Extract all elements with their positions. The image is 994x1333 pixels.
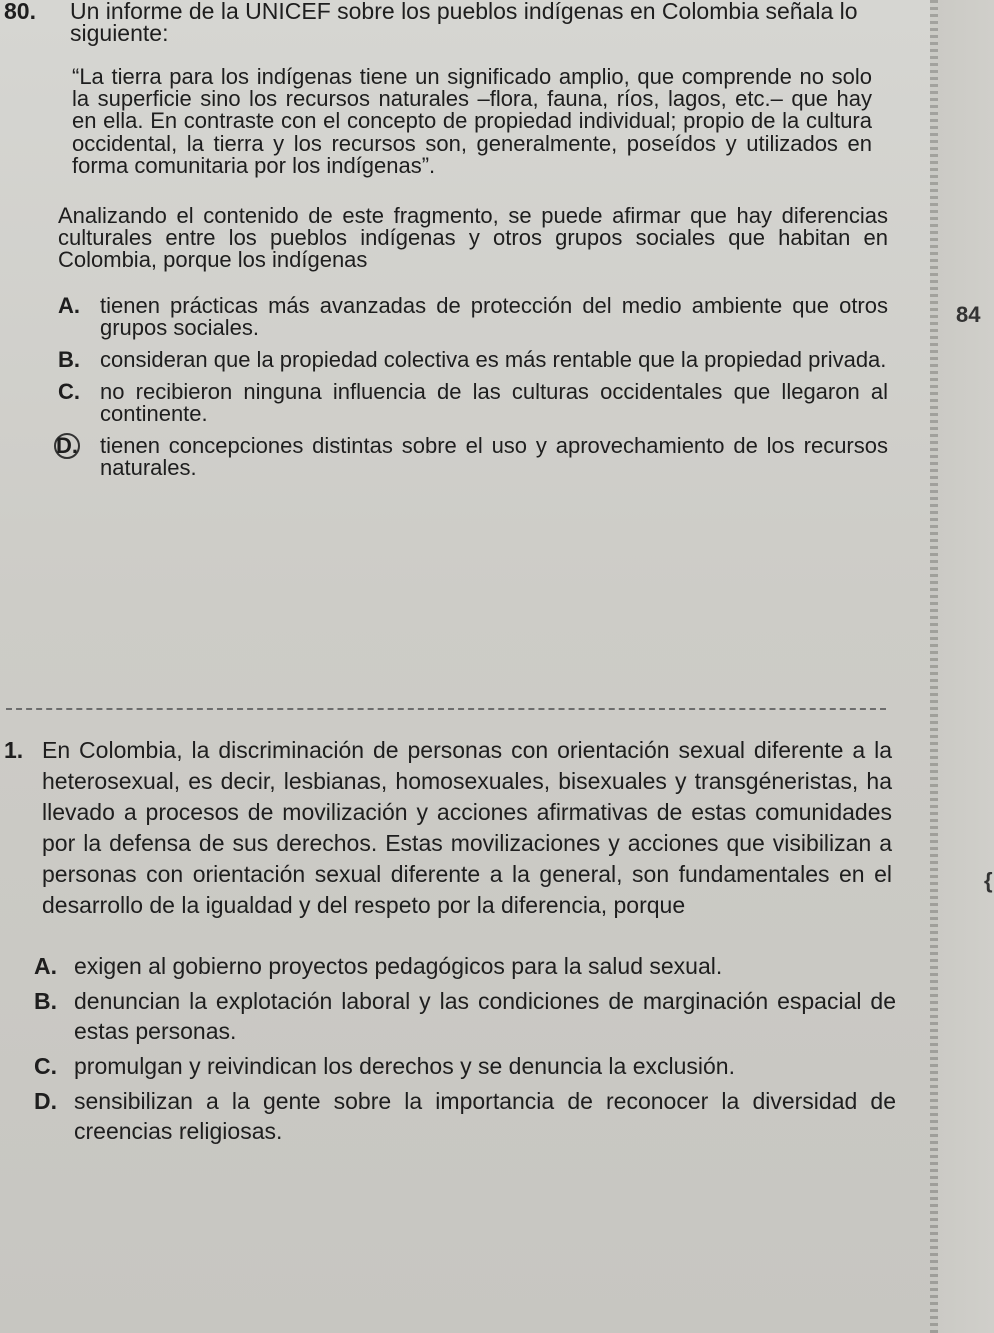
question-80-stem (0, 0, 870, 44)
section-divider (6, 708, 886, 710)
option-letter: B. (58, 347, 80, 373)
option-d[interactable] (58, 435, 888, 479)
question-number: 1. (4, 737, 24, 763)
question-1 (0, 735, 930, 1151)
question-number: 80. (4, 0, 36, 24)
option-text: tienen concepciones distintas sobre el uso y aprovechamiento de los recursos naturales. (100, 433, 888, 481)
adjacent-page-fragment: { (984, 868, 993, 893)
page-binding-edge (930, 0, 938, 1333)
option-a[interactable] (58, 295, 888, 339)
option-text: denuncian la explotación laboral y las condiciones de marginación espacial de estas personas. (74, 988, 896, 1044)
option-c[interactable] (58, 381, 888, 425)
option-text: tienen prácticas más avanzadas de protección del medio ambiente que otros grupos sociales. (100, 293, 888, 341)
option-letter: C. (58, 379, 80, 405)
question-1-stem-text: En Colombia, la discriminación de personas con orientación sexual diferente a la heterosexual, es decir, lesbianas, homosexuales, bisexuales y transgéneristas, ha llevado a procesos de movilización y acciones afirmativas de estas comunidades por la defensa de sus derechos. Estas movilizaciones y acciones que visibilizan a personas con orientación sexual diferente a la general, son fundamentales en el desarrollo de la igualdad y del respeto por la diferencia, porque (42, 737, 892, 918)
option-text: sensibilizan a la gente sobre la importancia de reconocer la diversidad de creencias religiosas. (74, 1088, 896, 1144)
option-letter: B. (34, 988, 57, 1014)
option-a[interactable] (34, 951, 896, 981)
option-letter-circled: D. (56, 433, 78, 459)
option-letter: C. (34, 1053, 57, 1079)
question-80-stem-text: Un informe de la UNICEF sobre los pueblos indígenas en Colombia señala lo siguiente: (70, 0, 858, 46)
option-letter: A. (34, 953, 57, 979)
option-text: exigen al gobierno proyectos pedagógicos para la salud sexual. (74, 953, 723, 979)
answer-options (0, 295, 888, 479)
option-d[interactable] (34, 1086, 896, 1146)
option-letter: D. (34, 1088, 57, 1114)
option-b[interactable] (58, 349, 888, 371)
question-1-stem (0, 735, 892, 921)
option-text: promulgan y reivindican los derechos y se denuncia la exclusión. (74, 1053, 735, 1079)
quote-text: “La tierra para los indígenas tiene un significado amplio, que comprende no solo la superficie sino los recursos naturales –flora, fauna, ríos, lagos, etc.– que hay en ella. En contraste con el concepto de propiedad individual; propio de la cultura occidental, la tierra y los recursos son, generalmente, poseídos y utilizados en forma comunitaria por los indígenas”. (72, 64, 872, 178)
analysis-text: Analizando el contenido de este fragmento, se puede afirmar que hay diferencias culturales entre los pueblos indígenas y otros grupos sociales que habitan en Colombia, porque los indígenas (58, 203, 888, 273)
option-text: no recibieron ninguna influencia de las culturas occidentales que llegaron al continente. (100, 379, 888, 427)
question-80 (0, 0, 930, 489)
option-b[interactable] (34, 986, 896, 1046)
adjacent-page-edge (938, 0, 994, 1333)
answer-options (0, 951, 896, 1146)
adjacent-page-number: 84 (956, 302, 981, 327)
option-text: consideran que la propiedad colectiva es más rentable que la propiedad privada. (100, 347, 887, 373)
option-letter: A. (58, 293, 80, 319)
option-c[interactable] (34, 1051, 896, 1081)
